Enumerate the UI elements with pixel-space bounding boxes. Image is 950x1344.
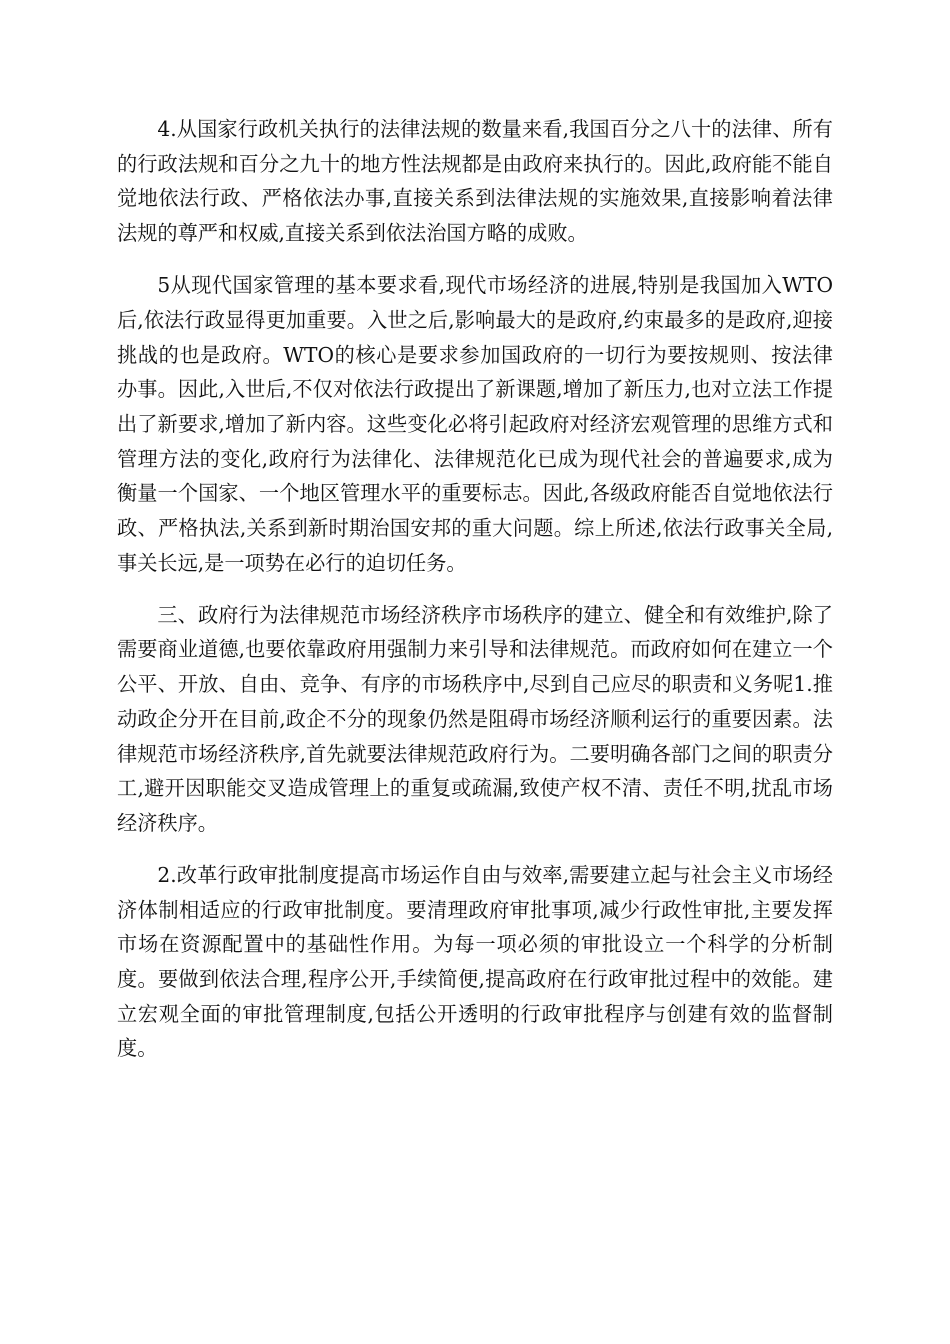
paragraph-4: 2.改革行政审批制度提高市场运作自由与效率,需要建立起与社会主义市场经济体制相适应的行政审批制度。要清理政府审批事项,减少行政性审批,主要发挥市场在资源配置中的基础性作用。为每一项必须的审批设立一个科学的分析制度。要做到依法合理,程序公开,手续简便,提高政府在行政审批过程中的效能。建立宏观全面的审批管理制度,包括公开透明的行政审批程序与创建有效的监督制度。 — [117, 862, 833, 1061]
paragraph-3: 三、政府行为法律规范市场经济秩序市场秩序的建立、健全和有效维护,除了需要商业道德,也要依靠政府用强制力来引导和法律规范。而政府如何在建立一个公平、开放、自由、竞争、有序的市场秩序中,尽到自己应尽的职责和义务呢1.推动政企分开在目前,政企不分的现象仍然是阻碍市场经济顺利运行的重要因素。法律规范市场经济秩序,首先就要法律规范政府行为。二要明确各部门之间的职责分工,避开因职能交叉造成管理上的重复或疏漏,致使产权不清、责任不明,扰乱市场经济秩序。 — [117, 602, 833, 835]
document-body — [117, 112, 833, 1083]
paragraph-2: 5从现代国家管理的基本要求看,现代市场经济的进展,特别是我国加入WTO后,依法行政显得更加重要。入世之后,影响最大的是政府,约束最多的是政府,迎接挑战的也是政府。WTO的核心是要求参加国政府的一切行为要按规则、按法律办事。因此,入世后,不仅对依法行政提出了新课题,增加了新压力,也对立法工作提出了新要求,增加了新内容。这些变化必将引起政府对经济宏观管理的思维方式和管理方法的变化,政府行为法律化、法律规范化已成为现代社会的普遍要求,成为衡量一个国家、一个地区管理水平的重要标志。因此,各级政府能否自觉地依法行政、严格执法,关系到新时期治国安邦的重大问题。综上所述,依法行政事关全局,事关长远,是一项势在必行的迫切任务。 — [117, 273, 833, 575]
paragraph-1: 4.从国家行政机关执行的法律法规的数量来看,我国百分之八十的法律、所有的行政法规和百分之九十的地方性法规都是由政府来执行的。因此,政府能不能自觉地依法行政、严格依法办事,直接关系到法律法规的实施效果,直接影响着法律法规的尊严和权威,直接关系到依法治国方略的成败。 — [117, 117, 833, 246]
